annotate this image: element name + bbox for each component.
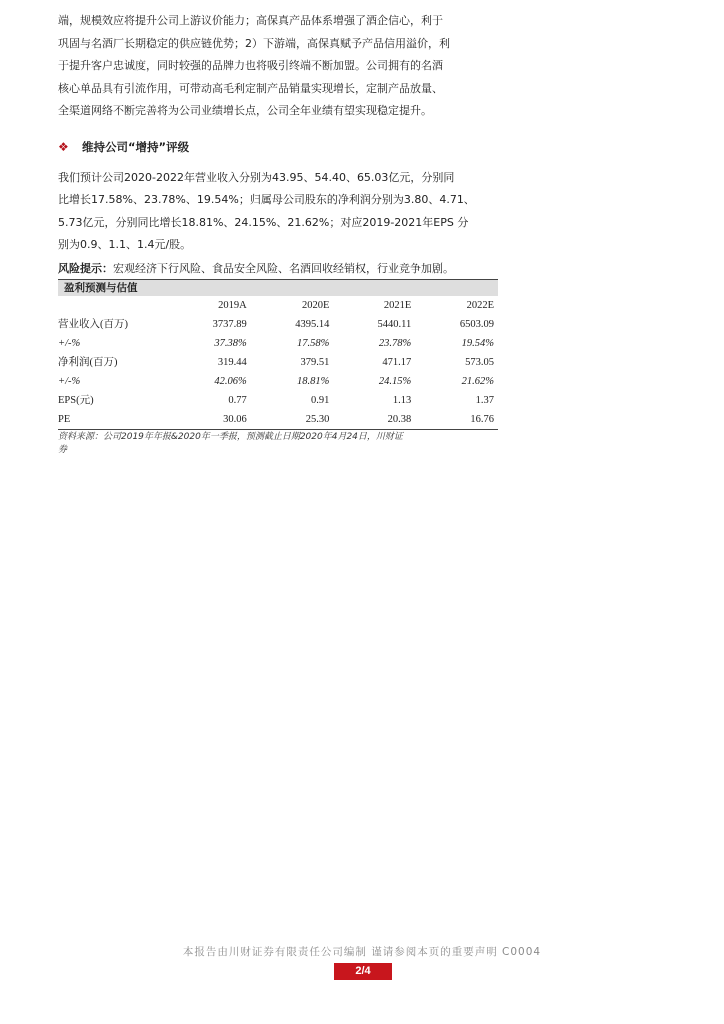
table-cell: 37.38% <box>214 337 247 349</box>
table-row <box>58 372 498 391</box>
text-line: 核心单品具有引流作用，可带动高毛利定制产品销量实现增长，定制产品放量、 <box>58 81 443 95</box>
table-cell: 3737.89 <box>212 318 247 330</box>
table-row <box>58 410 498 430</box>
header-cell <box>58 296 168 315</box>
table-cell: 16.76 <box>415 410 498 430</box>
page-number-badge: 2/4 <box>334 963 392 980</box>
table-cell: 6503.09 <box>459 318 494 330</box>
row-label: +/-% <box>58 375 81 387</box>
table-cell: 0.91 <box>311 394 330 406</box>
table-cell: 471.17 <box>382 356 412 368</box>
table-header-row <box>58 296 498 315</box>
table-cell: 18.81% <box>297 375 330 387</box>
header-cell: 2019A <box>218 299 247 311</box>
report-body <box>58 10 498 457</box>
intro-paragraph <box>58 10 498 123</box>
table-cell: 4395.14 <box>295 318 330 330</box>
risk-text: 宏观经济下行风险、食品安全风险、名酒回收经销权，行业竞争加剧。 <box>113 261 454 275</box>
table-row <box>58 334 498 353</box>
row-label: 净利润(百万) <box>58 356 118 368</box>
table-cell: 379.51 <box>300 356 330 368</box>
row-label: 营业收入(百万) <box>58 318 128 330</box>
table-cell: 23.78% <box>378 337 412 349</box>
text-line: 比增长17.58%、23.78%、19.54%；归属母公司股东的净利润分别为3.80、4.71、 <box>58 193 475 206</box>
row-label: +/-% <box>58 337 81 349</box>
text-line: 我们预计公司2020-2022年营业收入分别为43.95、54.40、65.03亿元，分别同 <box>58 170 455 184</box>
footer-disclaimer: 本报告由川财证券有限责任公司编制 谨请参阅本页的重要声明 C0004 <box>182 946 542 958</box>
table-title: 盈利预测与估值 <box>58 279 498 296</box>
table-cell: 30.06 <box>168 410 251 430</box>
text-line: 别为0.9、1.1、1.4元/股。 <box>58 238 192 251</box>
table-cell: 319.44 <box>217 356 247 368</box>
text-line: 全渠道网络不断完善将为公司业绩增长点，公司全年业绩有望实现稳定提升。 <box>58 104 432 117</box>
table-cell: 0.77 <box>228 394 247 406</box>
table-cell: 19.54% <box>461 337 494 349</box>
table-cell: 17.58% <box>297 337 330 349</box>
source-line: 券 <box>58 444 68 455</box>
forecast-paragraph <box>58 167 498 257</box>
table-cell: 25.30 <box>251 410 334 430</box>
table-cell: 1.13 <box>392 394 412 406</box>
risk-label: 风险提示： <box>58 261 113 275</box>
table-source-note <box>58 431 498 457</box>
text-line: 端，规模效应将提升公司上游议价能力；高保真产品体系增强了酒企信心，利于 <box>58 14 443 27</box>
table-cell: 5440.11 <box>377 318 412 330</box>
table-cell: 1.37 <box>475 394 494 406</box>
table-cell: 42.06% <box>214 375 247 387</box>
row-label: PE <box>58 410 168 430</box>
risk-warning <box>58 259 498 279</box>
forecast-table <box>58 279 498 430</box>
section-title: 维持公司“增持”评级 <box>82 139 190 154</box>
table-cell: 24.15% <box>378 375 412 387</box>
section-heading <box>58 137 498 157</box>
header-cell: 2021E <box>383 299 412 311</box>
diamond-bullet-icon: ❖ <box>58 139 69 154</box>
row-label: EPS(元) <box>58 394 94 406</box>
table-cell: 20.38 <box>333 410 415 430</box>
table-cell: 573.05 <box>465 356 494 368</box>
header-cell: 2022E <box>466 299 494 311</box>
table-cell: 21.62% <box>461 375 494 387</box>
source-line: 资料来源：公司2019年年报&2020年一季报，预测截止日期2020年4月24日，川财证 <box>58 431 403 442</box>
table-row <box>58 315 498 334</box>
text-line: 于提升客户忠诚度，同时较强的品牌力也将吸引终端不断加盟。公司拥有的名酒 <box>58 59 443 72</box>
table-row <box>58 353 498 372</box>
table-row <box>58 391 498 410</box>
text-line: 巩固与名酒厂长期稳定的供应链优势；2）下游端，高保真赋予产品信用溢价，利 <box>58 36 450 50</box>
text-line: 5.73亿元，分别同比增长18.81%、24.15%、21.62%；对应2019-2021年EPS 分 <box>58 215 469 229</box>
header-cell: 2020E <box>301 299 330 311</box>
